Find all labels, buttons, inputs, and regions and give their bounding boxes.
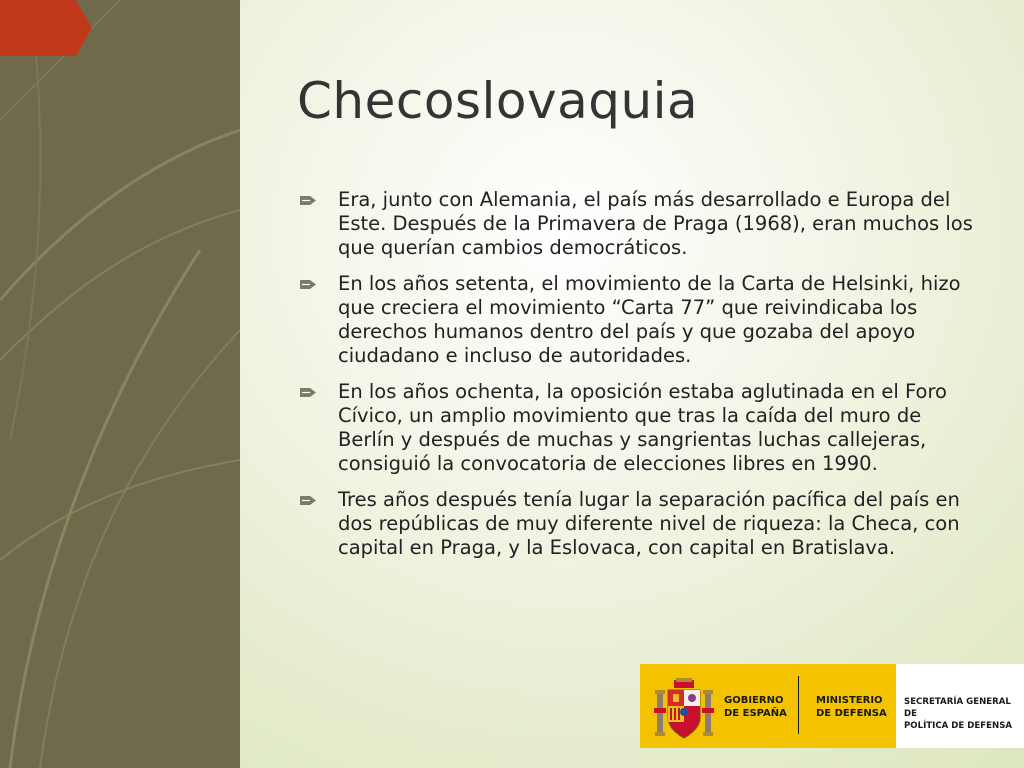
bullet-item bbox=[300, 380, 980, 476]
bullet-text: En los años ochenta, la oposición estaba aglutinada en el Foro Cívico, un amplio movimiento que tras la caída del muro de Berlín y después de muchas y sangrientas luchas callejeras, consiguió la convocatoria de elecciones libres en 1990. bbox=[338, 380, 947, 475]
bullet-item bbox=[300, 272, 980, 368]
coat-of-arms-icon bbox=[654, 678, 714, 740]
arrow-bullet-icon bbox=[300, 495, 316, 506]
logo-divider bbox=[798, 676, 799, 734]
bullet-text: Era, junto con Alemania, el país más desarrollado e Europa del Este. Después de la Primavera de Praga (1968), eran muchos los que querían cambios democráticos. bbox=[338, 188, 973, 259]
slide-marker-icon bbox=[0, 0, 92, 56]
bullet-item bbox=[300, 488, 980, 560]
logo-gobierno-text: GOBIERNO DE ESPAÑA bbox=[724, 695, 787, 719]
logo-secretaria-text: SECRETARÍA GENERAL DE POLÍTICA DE DEFENSA bbox=[904, 697, 1013, 731]
bullet-list bbox=[300, 188, 980, 572]
arrow-bullet-icon bbox=[300, 387, 316, 398]
logo-secretaria-panel bbox=[896, 664, 1024, 748]
decorative-sidebar bbox=[0, 0, 240, 768]
grass-stroke-decoration bbox=[0, 0, 240, 768]
slide-title: Checoslovaquia bbox=[297, 72, 699, 130]
arrow-bullet-icon bbox=[300, 195, 316, 206]
logo-ministerio-text: MINISTERIO DE DEFENSA bbox=[816, 695, 887, 719]
arrow-bullet-icon bbox=[300, 279, 316, 290]
government-logo bbox=[640, 664, 1024, 748]
bullet-text: Tres años después tenía lugar la separación pacífica del país en dos repúblicas de muy diferente nivel de riqueza: la Checa, con capital en Praga, y la Eslovaca, con capital en Bratislava. bbox=[338, 488, 960, 559]
bullet-text: En los años setenta, el movimiento de la Carta de Helsinki, hizo que creciera el movimiento “Carta 77” que reivindicaba los derechos humanos dentro del país y que gozaba del apoyo ciudadano e incluso de autoridades. bbox=[338, 272, 961, 367]
bullet-item bbox=[300, 188, 980, 260]
